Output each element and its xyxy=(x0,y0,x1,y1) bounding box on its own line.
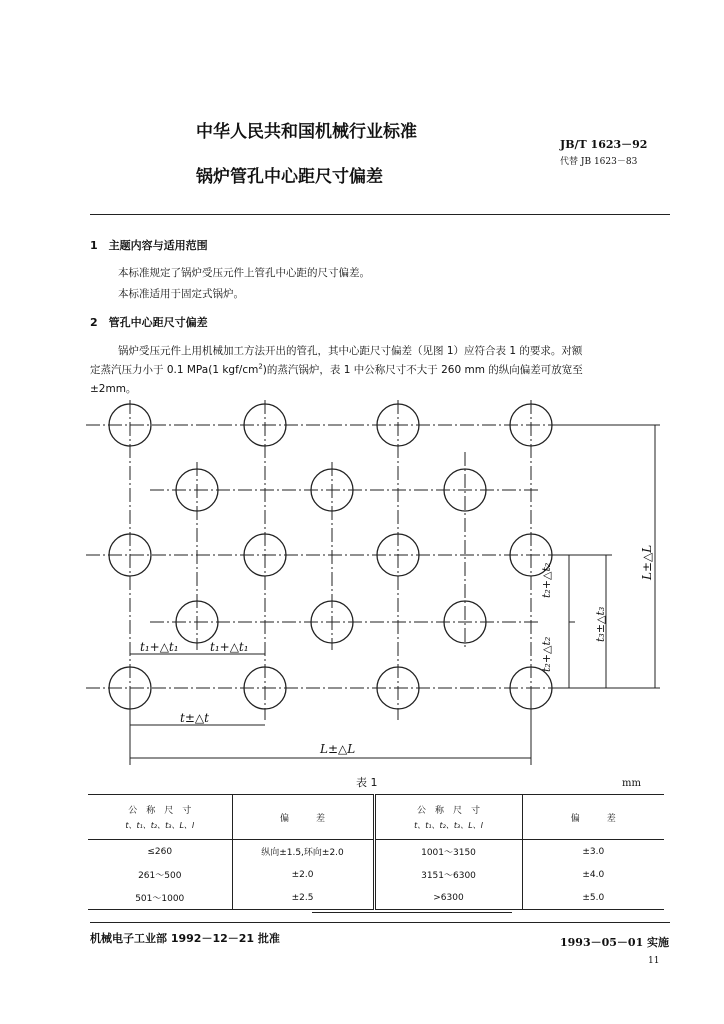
dim-label-t2-upper: t₂+△t₂ xyxy=(540,562,553,598)
dim-label-t3: t₃±△t₃ xyxy=(594,606,607,642)
header-nominal-size-b xyxy=(374,795,522,840)
table-unit: mm xyxy=(622,778,641,789)
standard-category-title: 中华人民共和国机械行业标准 xyxy=(196,122,417,142)
cell-size-b: 3151～6300 xyxy=(374,863,522,886)
dim-label-L-vertical: L±△L xyxy=(640,544,654,580)
cell-dev-a: ±2.0 xyxy=(232,863,374,886)
approval-statement: 机械电子工业部 1992－12－21 批准 xyxy=(90,932,280,945)
cell-dev-b: ±3.0 xyxy=(522,840,664,864)
header-nominal-label-b: 公 称 尺 寸 xyxy=(416,806,480,816)
cell-size-a: ≤260 xyxy=(147,846,173,857)
dim-label-L-horizontal: L±△L xyxy=(320,742,356,756)
deviation-table xyxy=(88,794,664,910)
page-number: 11 xyxy=(648,956,660,966)
header-deviation-b: 偏 差 xyxy=(522,795,664,840)
cell-size-a: 501～1000 xyxy=(88,886,232,910)
table-end-rule xyxy=(312,912,512,913)
cell-dev-b: ±4.0 xyxy=(522,863,664,886)
standard-number: JB/T 1623－92 xyxy=(560,138,648,151)
line-2-end: )的蒸汽锅炉，表 1 中公称尺寸不大于 260 mm 的纵向偏差可放宽至 xyxy=(262,364,583,376)
dim-label-t1-right: t₁+△t₁ xyxy=(210,640,249,654)
dim-label-t1-left: t₁+△t₁ xyxy=(140,640,179,654)
table-row xyxy=(88,886,664,910)
effective-date: 1993－05－01 实施 xyxy=(560,936,670,949)
header-nominal-size-a xyxy=(88,795,232,840)
header-nominal-sub-a: t、t₁、t₂、t₃、L、l xyxy=(125,821,195,830)
footer-rule xyxy=(90,922,670,923)
dim-label-t: t±△t xyxy=(180,711,209,725)
section-1-line-1: 本标准规定了锅炉受压元件上管孔中心距的尺寸偏差。 xyxy=(118,267,370,279)
dim-label-t2-lower: t₂+△t₂ xyxy=(540,636,553,672)
table-caption: 表 1 xyxy=(356,776,378,789)
table-row xyxy=(88,840,664,864)
section-2-heading: 2 管孔中心距尺寸偏差 xyxy=(90,316,208,329)
section-1-heading: 1 主题内容与适用范围 xyxy=(90,239,208,252)
header-deviation-a: 偏 差 xyxy=(232,795,374,840)
section-2-line-3: ±2mm。 xyxy=(90,383,137,395)
cell-size-b: 1001～3150 xyxy=(374,840,522,864)
section-1-line-2: 本标准适用于固定式锅炉。 xyxy=(118,288,244,300)
line-2-start: 定蒸汽压力小于 0.1 MPa(1 kgf/cm xyxy=(90,364,259,376)
header-nominal-sub-b: t、t₁、t₂、t₃、L、l xyxy=(414,821,483,830)
header-nominal-label-a: 公 称 尺 寸 xyxy=(128,806,192,816)
cell-dev-a: 纵向±1.5,环向±2.0 xyxy=(232,840,374,864)
superscript-2: 2 xyxy=(258,362,263,371)
cell-dev-b: ±5.0 xyxy=(522,886,664,910)
table-header-row xyxy=(88,795,664,840)
cell-dev-a: ±2.5 xyxy=(232,886,374,910)
cell-size-b: >6300 xyxy=(374,886,522,910)
section-2-line-1: 锅炉受压元件上用机械加工方法开出的管孔，其中心距尺寸偏差（见图 1）应符合表 1 的要求。对额 xyxy=(118,345,583,357)
cell-size-a: 261～500 xyxy=(138,871,182,881)
replaces-standard: 代替 JB 1623－83 xyxy=(560,157,638,167)
document-title: 锅炉管孔中心距尺寸偏差 xyxy=(196,167,383,187)
table-row xyxy=(88,863,664,886)
